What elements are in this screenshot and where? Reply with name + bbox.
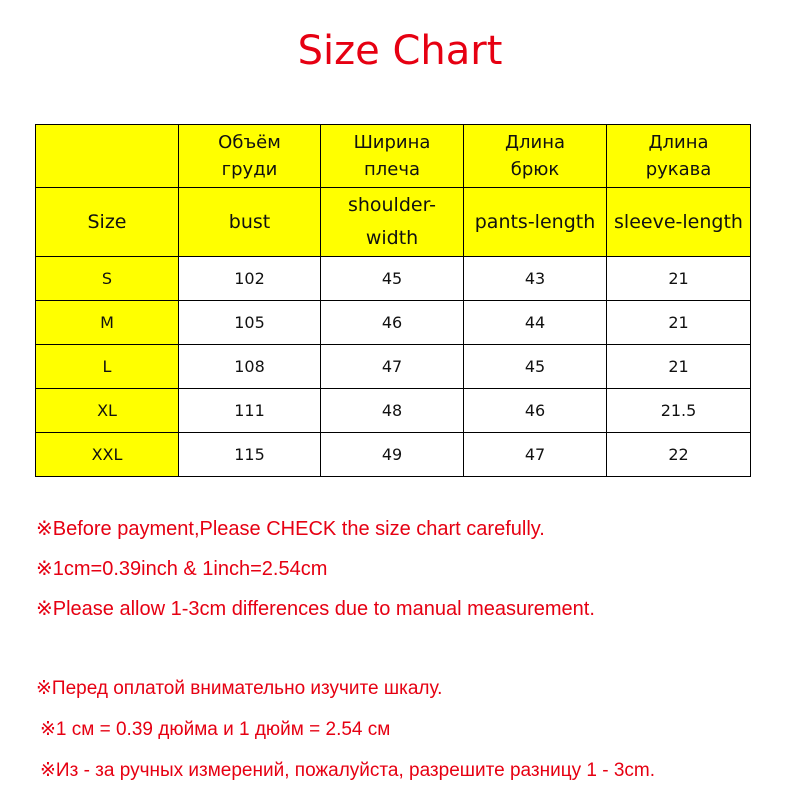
pants-cell: 43 [464, 257, 607, 301]
sleeve-cell: 21 [607, 301, 751, 345]
size-label-cell: S [36, 257, 179, 301]
bust-cell: 105 [179, 301, 321, 345]
header-row-russian [36, 125, 751, 188]
shoulder-cell: 48 [321, 389, 464, 433]
table-row [36, 257, 751, 301]
bust-cell: 115 [179, 433, 321, 477]
note-ru-unit-conversion: ※1 см = 0.39 дюйма и 1 дюйм = 2.54 см [40, 719, 391, 740]
size-label-cell: XXL [36, 433, 179, 477]
header-cell-size: Size [36, 188, 179, 257]
table-row [36, 389, 751, 433]
header-row-english [36, 188, 751, 257]
note-check-size-chart: ※Before payment,Please CHECK the size chart carefully. [36, 518, 545, 540]
header-cell-ru-size [36, 125, 179, 188]
size-label-cell: L [36, 345, 179, 389]
pants-cell: 45 [464, 345, 607, 389]
note-ru-measurement-difference: ※Из - за ручных измерений, пожалуйста, разрешите разницу 1 - 3cm. [40, 760, 655, 781]
header-cell-ru-pants: Длина брюк [464, 125, 607, 188]
header-cell-ru-shoulder: Ширина плеча [321, 125, 464, 188]
sleeve-cell: 22 [607, 433, 751, 477]
shoulder-cell: 46 [321, 301, 464, 345]
shoulder-cell: 45 [321, 257, 464, 301]
header-cell-ru-bust: Объём груди [179, 125, 321, 188]
header-cell-sleeve-length: sleeve-length [607, 188, 751, 257]
shoulder-cell: 49 [321, 433, 464, 477]
size-label-cell: XL [36, 389, 179, 433]
sleeve-cell: 21 [607, 257, 751, 301]
table-row [36, 433, 751, 477]
pants-cell: 46 [464, 389, 607, 433]
bust-cell: 102 [179, 257, 321, 301]
table-row [36, 301, 751, 345]
pants-cell: 44 [464, 301, 607, 345]
size-label-cell: M [36, 301, 179, 345]
header-cell-ru-sleeve: Длина рукава [607, 125, 751, 188]
header-cell-pants-length: pants-length [464, 188, 607, 257]
note-unit-conversion: ※1cm=0.39inch & 1inch=2.54cm [36, 558, 328, 580]
pants-cell: 47 [464, 433, 607, 477]
table-row [36, 345, 751, 389]
bust-cell: 111 [179, 389, 321, 433]
sleeve-cell: 21 [607, 345, 751, 389]
note-ru-check-size-chart: ※Перед оплатой внимательно изучите шкалу. [36, 678, 443, 699]
header-cell-shoulder-width: shoulder- width [321, 188, 464, 257]
shoulder-cell: 47 [321, 345, 464, 389]
page-title: Size Chart [297, 28, 503, 74]
bust-cell: 108 [179, 345, 321, 389]
note-measurement-difference: ※Please allow 1-3cm differences due to manual measurement. [36, 598, 595, 620]
header-cell-bust: bust [179, 188, 321, 257]
sleeve-cell: 21.5 [607, 389, 751, 433]
size-table [35, 124, 751, 477]
